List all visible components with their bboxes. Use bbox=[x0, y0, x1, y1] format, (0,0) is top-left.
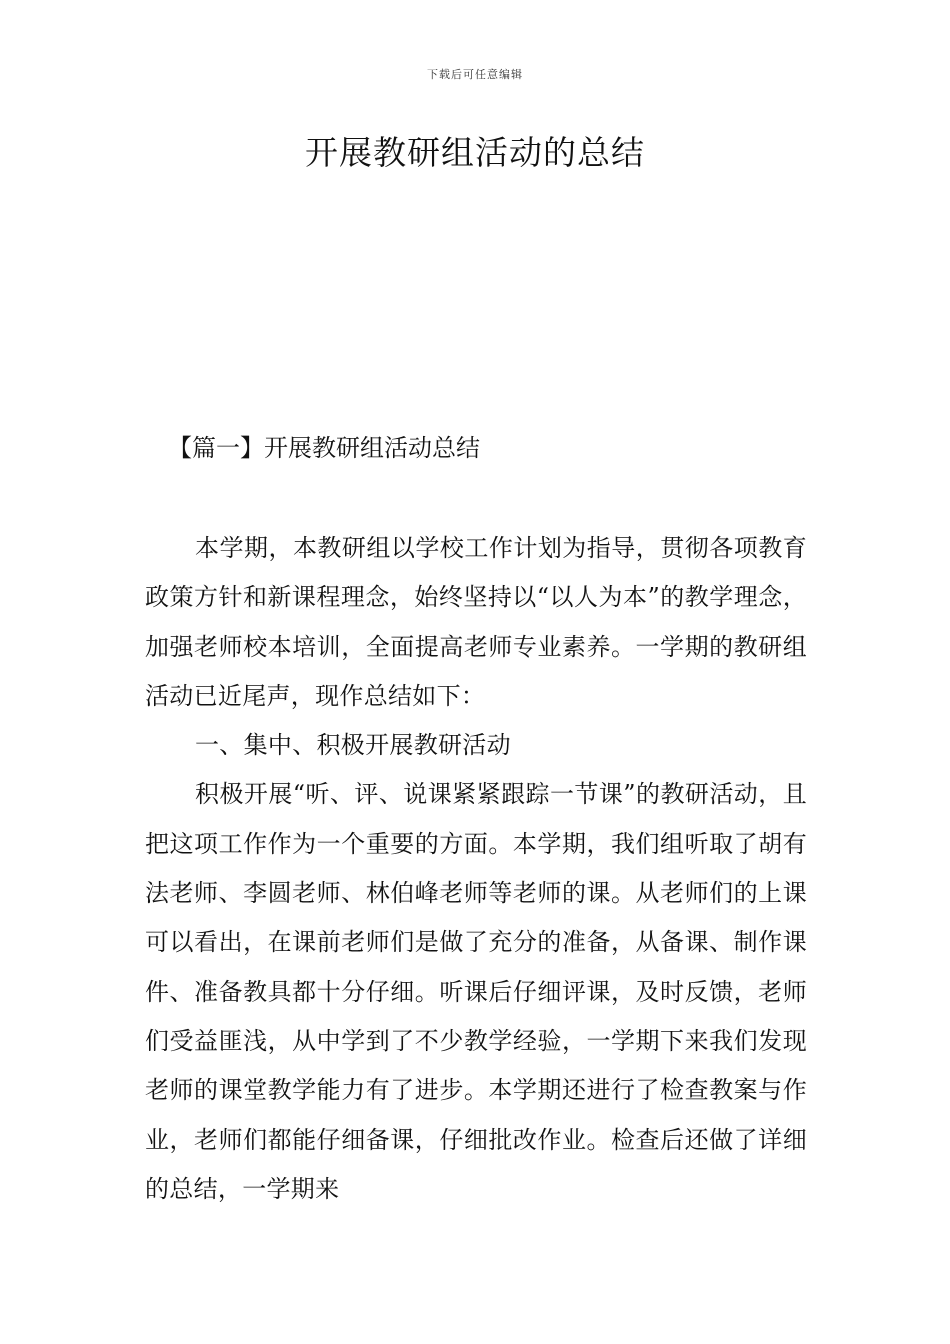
paragraph-activities: 积极开展“听、评、说课紧紧跟踪一节课”的教研活动，且把这项工作作为一个重要的方面。本学期，我们组听取了胡有法老师、李圆老师、林伯峰老师等老师的课。从老师们的上课可以看出，在课前老师们是做了充分的准备，从备课、制作课件、准备教具都十分仔细。听课后仔细评课，及时反馈，老师们受益匪浅，从中学到了不少教学经验，一学期下来我们发现老师的课堂教学能力有了进步。本学期还进行了检查教案与作业，老师们都能仔细备课，仔细批改作业。检查后还做了详细的总结，一学期来 bbox=[145, 780, 807, 1203]
body-text bbox=[145, 524, 807, 1214]
page-header-note: 下载后可任意编辑 bbox=[427, 68, 523, 81]
section-heading: 【篇一】开展教研组活动总结 bbox=[168, 434, 480, 462]
paragraph-subheading: 一、集中、积极开展教研活动 bbox=[195, 731, 511, 760]
paragraph-intro: 本学期，本教研组以学校工作计划为指导，贯彻各项教育政策方针和新课程理念，始终坚持以“以人为本”的教学理念，加强老师校本培训，全面提高老师专业素养。一学期的教研组活动已近尾声，现作总结如下： bbox=[145, 534, 807, 710]
document-title: 开展教研组活动的总结 bbox=[305, 133, 645, 172]
